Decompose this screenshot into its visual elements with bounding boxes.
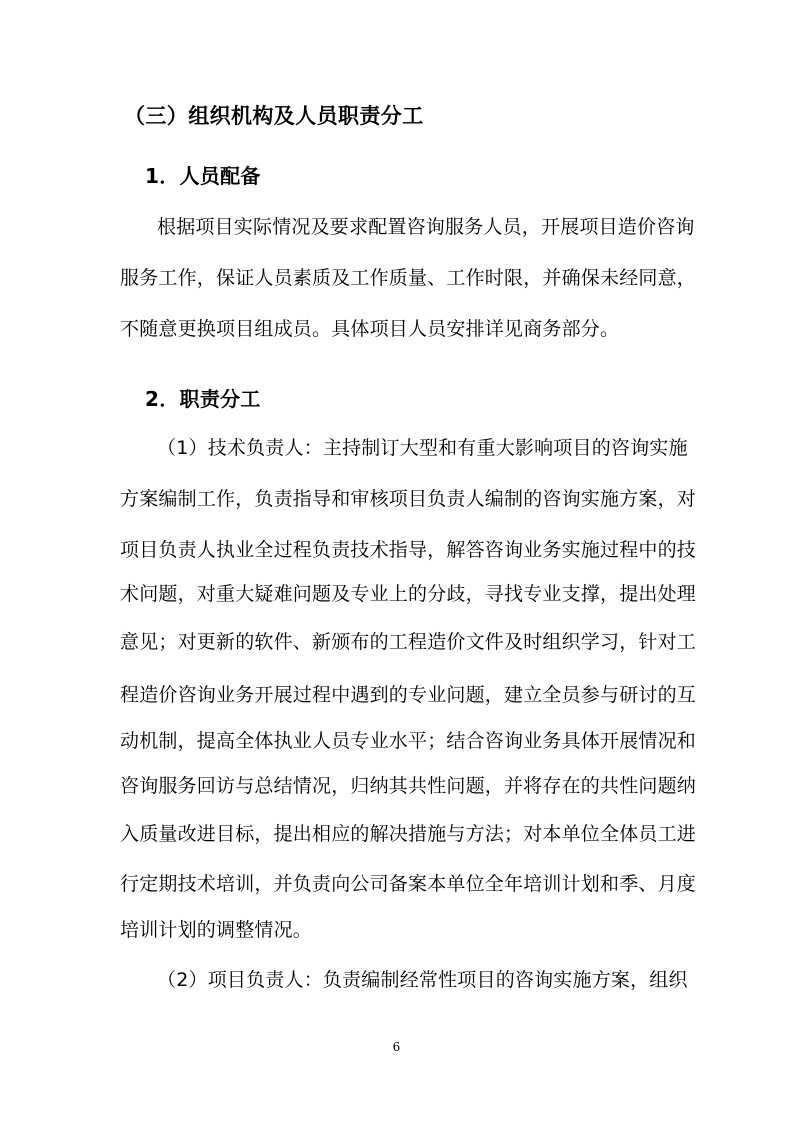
paragraph-line: 动机制，提高全体执业人员专业水平；结合咨询业务具体开展情况和: [120, 730, 697, 752]
paragraph-line: 方案编制工作，负责指导和审核项目负责人编制的咨询实施方案，对: [120, 488, 697, 510]
paragraph-line: 行定期技术培训，并负责向公司备案本单位全年培训计划和季、月度: [120, 873, 697, 895]
subsection-2-heading: 2．职责分工: [145, 387, 261, 411]
paragraph-line: 项目负责人执业全过程负责技术指导，解答咨询业务实施过程中的技: [120, 539, 697, 561]
paragraph-line: 服务工作，保证人员素质及工作质量、工作时限，并确保未经同意，: [120, 267, 697, 289]
paragraph-line: 入质量改进目标，提出相应的解决措施与方法；对本单位全体员工进: [120, 823, 697, 845]
paragraph-line: 程造价咨询业务开展过程中遇到的专业问题，建立全员参与研讨的互: [120, 684, 697, 706]
paragraph-line: 不随意更换项目组成员。具体项目人员安排详见商务部分。: [120, 318, 620, 340]
paragraph-line: 根据项目实际情况及要求配置咨询服务人员，开展项目造价咨询: [157, 216, 695, 238]
paragraph-line: 咨询服务回访与总结情况，归纳其共性问题，并将存在的共性问题纳: [120, 775, 697, 797]
paragraph-line: 术问题，对重大疑难问题及专业上的分歧，寻找专业支撑，提出处理: [120, 583, 697, 605]
page-number: 6: [392, 1040, 401, 1054]
paragraph-line: （1）技术负责人：主持制订大型和有重大影响项目的咨询实施: [157, 437, 688, 459]
subsection-1-heading: 1．人员配备: [145, 164, 261, 188]
section-heading: （三）组织机构及人员职责分工: [124, 104, 424, 128]
paragraph-line: （2）项目负责人：负责编制经常性项目的咨询实施方案，组织: [157, 969, 688, 991]
paragraph-line: 培训计划的调整情况。: [120, 919, 313, 941]
paragraph-line: 意见；对更新的软件、新颁布的工程造价文件及时组织学习，针对工: [120, 631, 697, 653]
